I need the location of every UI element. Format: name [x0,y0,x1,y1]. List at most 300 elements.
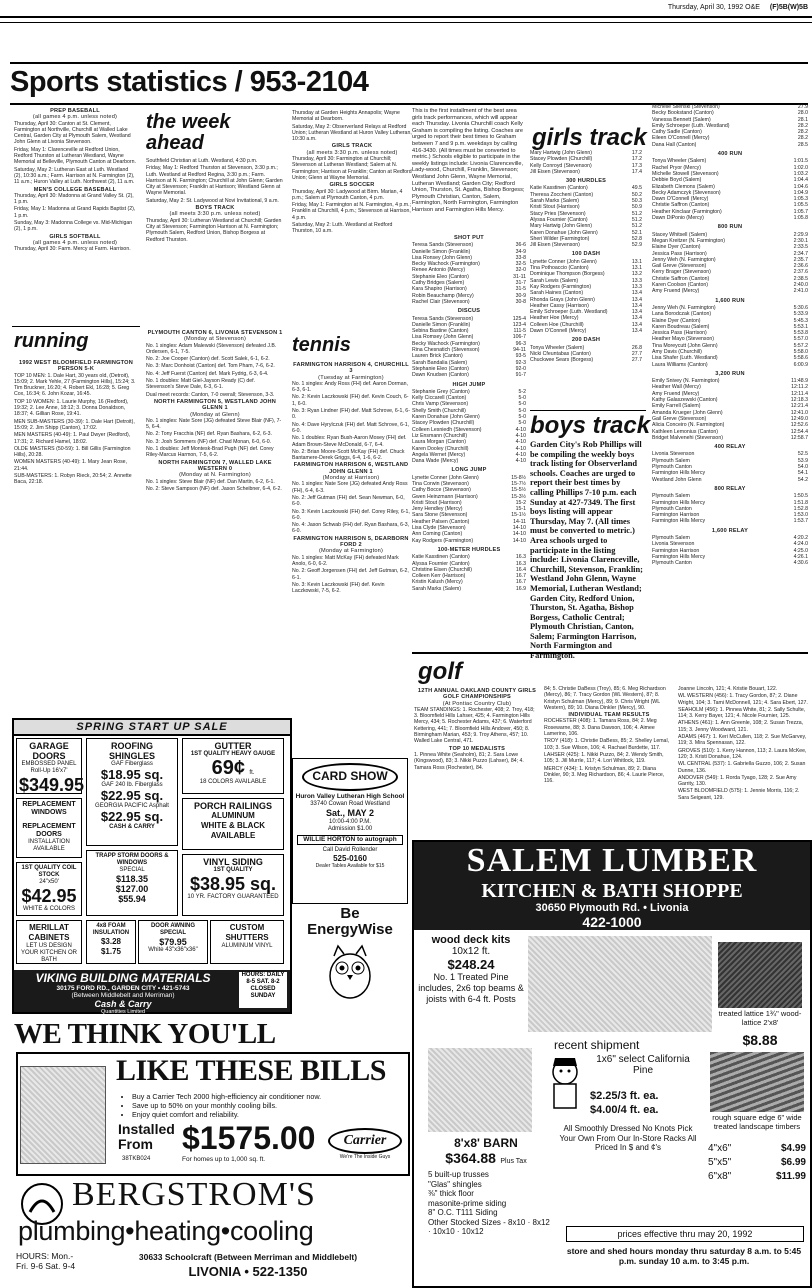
boys-track-sub: (all meets 3:30 p.m. unless noted) [169,211,261,218]
golf-line: WEST BLOOMFIELD (575): 1. Jennie Morris, 116; 2. Sara Seigeant, 129. [678,788,800,801]
result-mark: 16.7 [515,573,526,580]
result-mark: 5-0 [518,414,526,421]
garage-title: GARAGE DOORS [29,741,69,761]
result-mark: 5:53.8 [793,330,808,337]
barn-image [428,1048,532,1132]
result-mark: 30-8 [515,298,526,305]
tennis-sub: (Monday at Stevenson) [183,336,247,343]
golf-sub: (At Pontiac Country Club) [442,700,512,707]
athlete-name: Stephanie Eleo (Canton) [412,365,469,372]
college-title: MEN'S COLLEGE BASEBALL [33,186,117,193]
barn-feature: ⅜" thick floor [428,1189,474,1198]
card-show-ad [292,758,408,904]
result-mark: 111-5 [513,328,526,335]
athlete-name: Plymouth Salem [652,493,690,500]
tennis-line: No. 4: Jeff Fuerst (Canton) def. Mark Fydrig, 6-3, 6-4. [146,370,269,377]
event-title: 1,600 RELAY [711,527,749,534]
tennis-head: PLYMOUTH CANTON 6, LIVONIA STEVENSON 1 [147,330,283,336]
top-rule [0,16,812,23]
result-mark: 14-10 [512,531,526,538]
golf-line: ROCHESTER (408): 1. Tamara Ross, 84; 2. Meg Rosewarne, 88; 3. Dana Dawson, 106; 4. Aimee Lamerino, 106. [544,718,657,738]
result-mark: 2:35.7 [793,256,808,263]
result-mark: 12:41.0 [790,409,808,416]
folio: (F)5B(W)5B [769,4,808,11]
windows-title: REPLACEMENT WINDOWS [22,801,76,816]
athlete-name: Colleen Hoe (Churchill) [530,321,584,328]
tennis-line: No. 2: Kevin Laczkowski (FH) def. Kevin Couch, 6-1, 6-0. [292,394,409,407]
athlete-name: Kay Rodgers (Farmington) [412,537,474,544]
doors-title: REPLACEMENT DOORS [22,823,76,838]
athlete-name: Christie Saffron (Canton) [652,275,710,282]
foam-p1: $3.28 [100,937,122,946]
tennis-head: FARMINGTON HARRISON 5, DEARBORN FORD 2 [293,535,409,549]
result-row [652,435,808,441]
result-mark: 1:05.5 [793,202,808,209]
barn-feature: masonite-prime siding [428,1198,507,1208]
result-mark: 1:02.0 [793,164,808,171]
golf-line: LAHSER (425): 1. Nikki Puzzo, 84; 2. Wendy Smith, 105; 3. Jill Murrle, 117; 4. Lori Whitlock, 119. [544,751,664,765]
athlete-name: Kristi Stout (Harrison) [412,499,462,506]
athlete-name: Emily Snivey (N. Farmington) [652,378,720,385]
tennis-sub: (Monday at N. Farmington) [179,472,251,479]
prep-sub: (all games 4 p.m. unless noted) [32,114,118,121]
result-mark: 15-1½ [511,512,526,519]
timbers-title: rough square edge 6" wide treated landscape timbers [712,1113,802,1131]
result-mark: 12:11.4 [791,390,808,397]
result-row [412,299,526,305]
athlete-name: Chuckwee Sears (Borgess) [530,357,594,364]
athlete-name: Christie Saffron (Canton) [652,202,710,209]
result-mark: 96-3 [515,340,526,347]
result-mark: 106-7 [512,334,526,341]
result-mark: 4:26.1 [793,553,808,560]
event-title: 1,600 RUN [715,297,745,304]
athlete-name: Plymouth Canton [652,505,692,512]
viking-name: VIKING BUILDING MATERIALS [35,971,211,985]
athlete-name: Becky Bookstand (Canton) [652,110,714,117]
running-line: WOMEN MASTERS (40-49): 1. Mary Jean Rose, 21:44. [14,459,128,472]
athlete-name: Mary Hartwig (John Glenn) [530,223,592,230]
result-mark: 4-10 [515,426,526,433]
result-mark: 2:34.7 [793,250,808,257]
athlete-name: Emily Schroeper (Luth. Westland) [530,309,608,316]
result-mark: 2:29.9 [793,231,808,238]
athlete-name: Lynette Conner (John Glenn) [412,474,479,481]
shutters-ad [210,920,284,964]
merillat-ad [16,920,82,964]
athlete-name: Tonya Wheeler (Salem) [530,344,585,351]
deck-price: $248.24 [447,957,495,972]
running-sub: 1992 WEST BLOOMFIELD FARMINGTON PERSON 5-K [19,360,133,373]
athlete-name: Lynette Conner (John Glenn) [530,258,597,265]
result-mark: 32-5 [515,261,526,268]
result-mark: 17.2 [631,150,642,156]
result-mark: 94-11 [513,347,526,354]
tennis-sub: (Monday at Harrison) [322,475,380,482]
storm-sub: SPECIAL [119,867,145,873]
result-mark: 1:05.7 [793,208,808,215]
athlete-name: Amanda Krueger (John Glenn) [652,409,723,416]
athlete-name: Farmington Harrison [652,512,700,519]
foam-insulation-ad [86,920,136,964]
timber-row [708,1156,806,1170]
result-mark: 28.2 [797,135,808,142]
result-mark: 2:40.0 [793,282,808,289]
athlete-name: Becky Wachock (Farmington) [412,340,480,347]
golf-line: TEAM STANDINGS: 1. Rochester, 408; 2. Troy, 418; 3. Bloomfield Hills Lahser, 425; 4. Farmington Hills Mercy, 434; 5. Rochester Adams, 437; 6. Waterford Kettering, 441; 7. Bloomfield Hills Andover, 450; 8. Birmingham Marian, 453; 9. Troy Athens, 457; 10. Walled Lake Central, 471. [414,706,535,745]
result-mark: 92-0 [515,365,526,372]
result-row [412,586,526,592]
result-mark: 33-8 [515,254,526,261]
tennis-line: No. 3: Kevin Laczkowski (FH) def. Kevin Laczkowski, 7-5, 6-2. [292,581,385,595]
golf-rule [412,652,808,654]
result-mark: 15-5½ [511,487,526,494]
athlete-name: Sebina Bastine (Canton) [412,328,469,335]
result-mark: 4-10 [515,432,526,439]
result-mark: 27.9 [797,104,808,110]
athlete-name: Farmington Hills Mercy [652,553,706,560]
result-mark: 1:53.7 [793,518,808,525]
athlete-name: Tina Moreycutt (John Glenn) [652,342,718,349]
result-mark: 52.8 [631,235,642,242]
result-mark: 36-6 [515,242,526,249]
athlete-name: Jenny Weh (N. Farmington) [652,256,716,263]
athlete-name: Heather Kinclaar (Farmington) [652,208,722,215]
tennis-line: No. 2: Brian Moore-Scott McKay (FH) def. Chuck Bantamere-Derek Griggs, 6-4, 1-6, 6-2. [292,448,405,462]
athlete-name: Katie Kasstinen (Canton) [412,554,470,561]
running-head [500,4,808,16]
athlete-name: Dana Hall (Canton) [652,141,697,148]
result-mark: 34-9 [515,248,526,255]
result-mark: 5:58.0 [793,348,808,355]
athlete-name: Danielle Simon (Franklin) [412,321,471,328]
athlete-name: Dawn Knudsen (Canton) [412,372,469,379]
running-title: running [14,330,89,352]
athlete-name: Elaine Dyer (Canton) [652,244,701,251]
prep-baseball-section [14,108,136,338]
tennis-line: No. 3: Ryan Lindner (FH) def. Matt Schrove, 6-1, 6-0. [292,408,410,421]
athlete-name: Jessica Pass (Harrison) [652,250,707,257]
card-show-guest: WILLIE HORTON to autograph [297,835,403,845]
athlete-name: Kelly Ciccarell (Canton) [412,395,467,402]
result-mark: 49.5 [631,185,642,192]
bergstrom-homes: For homes up to 1,000 sq. ft. [182,1156,266,1163]
girls-track-sub: (all meets 3:30 p.m. unless noted) [306,149,398,156]
prep-line: Saturday, May 2: Lutheran East at Luth. Westland (2), 10:30 a.m.; Farm. Harrison at N. Farmington (2), 11 a.m.; Huron Valley at Luth. Northwest (2), 11 a.m. [14,166,135,186]
athlete-name: Dawn O'Connell (Mercy) [652,196,709,203]
result-mark: 5:33.9 [793,311,808,318]
result-mark: 12:18.3 [790,397,808,404]
deck-size: 10x12 ft. [451,946,491,957]
athlete-name: Colleen Lesniedh (Stevenson) [412,426,482,433]
athlete-name: Sarah Haines (Canton) [530,290,584,297]
result-mark: 53.9 [797,457,808,464]
result-row [530,328,642,334]
girls-track-results-1 [412,232,526,672]
result-mark: 28.2 [797,122,808,129]
intro-text: This is the first installment of the best area girls track performances, which will appear each Thursday. Livonia Churchill coach Kelly Graham is compiling the listing. Coaches are urged to report their best times to Graham between 7 and 9 p.m. weekdays by calling 416-3430. (All times must be converted to metric.) Schools eligible to participate in the weekly listings include: Livonia Clarenceville, Lady-wood, Churchill, Franklin, Stevenson; Westland John Glenn, Wayne Memorial, Lutheran Westland; Garden City; Redford Union, Thurston, St. Agatha, Bishop Borgess; Plymouth Christian, Canton, Salem, Farmington, North Farmington, Farmington Harrison and Farmington Hills Mercy. [412,108,525,213]
athlete-name: Tina Pothoaccio (Canton) [530,265,589,272]
week-line: Thursday, April 30: Lutheran Westland at Churchill; Garden City at Stevenson; Farmington Harrison at N. Farmington; Plymouth Salem, Redford Union, Bishop Borgess at Redford Thurston. [146,217,282,243]
result-mark: 1:04.6 [793,183,808,190]
event-title: 400 RELAY [714,444,746,451]
athlete-name: Cathy Sadle (Canton) [652,129,702,136]
tennis-section [292,362,410,710]
golf-line: SEAHOLM (456): 1. Pinnea White, 81; 2. Sally Schulte, 114; 3. Kerry Bayer, 121; 4. Nicole Fournier, 125. [678,706,806,720]
athlete-name: Kelly Conroyd (Stevenson) [530,162,592,169]
athlete-name: Karen Dooley (Churchill) [412,445,469,452]
storm-p3: $55.94 [118,894,146,904]
store-hours: store and shed hours monday thru saturday 8 a.m. to 5:45 p.m. sunday 10 a.m. to 3:45 p.m. [566,1246,802,1266]
gutter-ad [182,738,284,794]
athlete-name: Laura Morgan (Canton) [412,439,466,446]
result-mark: 13.4 [631,321,642,328]
result-mark: 5:58.6 [793,355,808,362]
bergstrom-bullets [122,1092,321,1119]
gutter-unit: ft. [249,770,255,776]
tennis-line: No. 3: Marc Donhoist (Canton) def. Tom Pham, 7-6, 6-2. [146,363,275,370]
result-mark: 15-7½ [511,480,526,487]
col3-line: Thursday, April 30: Farmington at Churchill; Stevenson at Lutheran Westland; Salem at N. Farmington; Harrison at Franklin; Canton at Redford Union; Glenn at Wayne Memorial. [292,156,412,181]
gutter-title: GUTTER [214,741,252,751]
pine-price-1: $2.25/3 ft. ea. [590,1090,659,1102]
athlete-name: Megan Kreitzer (N. Farmington) [652,237,725,244]
tennis-title: tennis [292,334,351,356]
result-mark: 1:04.4 [793,177,808,184]
result-mark: 12:58.7 [790,434,808,441]
athlete-name: Lisa Clyde (Stevenson) [412,525,466,532]
athlete-name: Rachel Pryor (Mercy) [652,164,702,171]
vinyl-foot: 10 YR. FACTORY GUARANTEED [187,894,279,900]
result-mark: 5:57.2 [793,342,808,349]
porch-title: PORCH RAILINGS [193,801,272,811]
result-mark: 1:01.5 [793,158,808,165]
athlete-name: Amy Davis (Churchill) [652,348,702,355]
result-mark: 5-0 [518,401,526,408]
result-mark: 12:49.0 [790,415,808,422]
tennis-line: No. 1 doubles: Ryan Bush-Aaron Mosey (FH) def. Adam Brown-Steve McDonald, 6-7, 6-4. [292,435,407,448]
card-show-date: Sat., MAY 2 [325,807,375,818]
athlete-name: Alyssa Fournier (Canton) [530,216,588,223]
bergstrom-address: 30633 Schoolcraft (Between Merriman and Middlebelt) [138,1252,358,1262]
merillat-foot: LET US DESIGN YOUR KITCHEN OR BATH [20,943,77,963]
athlete-name: Emily Farrell (Salem) [652,403,701,410]
roofing-l2: GAF 240 lb. Fiberglass [101,782,163,788]
result-mark: 4:20.2 [793,535,808,541]
result-row [652,215,808,221]
result-mark: 50.9 [631,204,642,211]
pine-price-2: $4.00/4 ft. ea. [590,1104,659,1116]
result-mark: 5:30.6 [793,304,808,311]
result-mark: 15-3½ [511,493,526,500]
bergstrom-bullet: • Enjoy quiet comfort and reliability. [132,1110,321,1119]
event-title: 100-METER HURDLES [437,546,501,553]
athlete-name: Sheri Wilder (Farmington) [530,235,590,242]
athlete-name: Gail Greve (Stevenson) [652,263,707,270]
card-show-time: 10:00-4:00 P.M. [329,818,371,825]
athlete-name: Alyssa Fournier (Canton) [412,560,470,567]
event-title: 400 RUN [717,151,743,158]
timber-row [708,1142,806,1156]
result-mark: 2:37.6 [793,269,808,276]
energywise-title: Be EnergyWise [307,905,393,938]
storm-p1: $118.35 [115,874,149,884]
result-mark: 52.1 [631,229,642,236]
col3-line: Saturday, May 2: Observerland Relays at Redford Union; Lutheran Westland at Huron Valley Lutheran, 10:30 a.m. [292,123,412,143]
result-mark: 2:30.1 [793,237,808,244]
pine-note: All Smoothly Dressed No Knots Pick Your Own From Our In-Store Racks All Priced In $ and ¢'s [559,1124,697,1152]
athlete-name: Dawn DiPonio (Mercy) [652,215,704,222]
athlete-name: Jill Eisen (Stevenson) [530,168,580,175]
prices-effective: prices effective thru may 20, 1992 [566,1226,804,1242]
event-title: 800 RUN [717,224,743,231]
timber-size: 6"x8" [708,1171,732,1182]
prep-line: Friday, May 1: Clarenceville at Redford Union, Redford Thurston at Lutheran Westland, Wayne Memorial at Belleville, Plymouth Canton at Dearborn. [14,146,136,166]
athlete-name: Mary Hartwig (John Glenn) [530,150,592,156]
golf-col2 [544,686,674,836]
event-title: LONG JUMP [451,467,487,474]
tennis-line: No. 1 singles: Steve Blair (NF) def. Dan Martin, 6-2, 6-1. [146,478,275,485]
tennis-line: No. 2: Jeff Gutman (FH) def. Sean Newman, 6-0, 6-0. [292,494,405,508]
result-mark: 92-3 [515,359,526,366]
athlete-name: Emily Schroeper (Luth. Westland) [652,122,730,129]
event-title: 100 DASH [571,251,601,258]
running-rule [12,326,140,327]
athlete-name: Shelly Smith (Churchill) [412,407,466,414]
event-title: 3,200 RUN [715,370,745,377]
week-ahead-header [146,112,286,154]
carrier-logo: Carrier [328,1128,402,1154]
cartoon-carpenter-icon [542,1054,588,1116]
tennis-line: No. 2: Geoff Jorgensen (FH) def. Jeff Gutman, 6-2, 6-1. [292,568,409,581]
result-mark: 28.5 [797,141,808,148]
gutter-sub: 1ST QUALITY HEAVY GAUGE [190,751,276,757]
athlete-name: Westland John Glenn [652,476,702,483]
result-mark: 15-1 [515,506,526,513]
prep-line: Thursday, April 30: Farm. Mercy at Farm. Harrison. [14,246,131,253]
athlete-name: Rhonda Grays (John Glenn) [530,296,595,303]
golf-line: MERCY (434): 1. Kristyn Schulman, 89; 2. Diana Dinkler, 90; 3. Meg Richardson, 86; 4. Laurie Pierce, 116. [544,765,665,785]
windows-ad [16,798,82,858]
col3-line: Saturday, May 2: Luth. Westland at Redford Thurston, 10 a.m. [292,222,393,235]
result-mark: 16.3 [515,560,526,567]
golf-line: 84; 5. Christie DaBess (Troy), 85; 6. Meg Richardson (Mercy), 86; 7. Tracy Gordon (WL Western), 87; 8. Kristyn Schulman (Mercy), 89; 9. Chris Wright (WL Western), 89; 10. Diana Dinkler (Mercy), 90. [544,686,666,711]
result-mark: 32-0 [515,267,526,274]
bergstrom-headline-1: WE THINK YOU'LL [14,1018,276,1050]
gutter-foot: 18 COLORS AVAILABLE [199,779,267,785]
athlete-name: Farmington Hills Mercy [652,499,706,506]
roofing-foot: CASH & CARRY [109,824,155,830]
carrier-tag: We're The Inside Guys [339,1154,391,1160]
tennis-line: No. 1 singles: Nate Sore (JG) defeated Andy Ross (FH), 6-4, 6-3. [292,481,408,494]
result-mark: 2:38.5 [793,275,808,282]
coil-price: $42.95 [21,886,77,906]
athlete-name: Kristi Stout (Harrison) [530,204,580,211]
result-mark: 1:53.0 [793,512,808,519]
result-mark: 125-4 [512,315,526,322]
athlete-name: Heather Wall (Mercy) [652,384,701,391]
storm-doors-ad [86,850,178,916]
running-section [14,360,138,700]
athlete-name: Robin Beauchamp (Mercy) [412,292,474,299]
golf-line: TROY (418): 1. Christie DaBess, 85; 2. Shelley Lemal, 103; 3. Sue Wilson, 106; 4. Rachael Burdette, 117. [544,738,670,751]
athlete-name: Jessica Pass (Harrison) [652,330,707,337]
result-mark: 51.2 [631,223,642,230]
golf-head: 12TH ANNUAL OAKLAND COUNTY GIRLS GOLF CHAMPIONSHIPS [417,688,537,701]
girls-track-results-2 [530,150,642,392]
barn-ad [418,1136,554,1237]
girls-track-head: GIRLS TRACK [331,143,373,150]
boys-track-text: Garden City's Rob Phillips will be compiling the weekly boys track listing for Observerland schools. Coaches are urged to report their best times by calling Phillips 7-10 p.m. each Sunday at 427-7349. The first boys listing will appear Thursday, May 7. (All times must be converted to metric.) Area schools urged to participate in the listing include: Livonia Clarenceville, Churchill, Stevenson, Franklin; Westland John Glenn, Wayne Memorial, Lutheran Westland; Garden City, Redford Union, Thurston, St. Agatha, Bishop Borgess, Catholic Central; Plymouth Christian, Canton, Salem; Farmington Harrison, North Farmington and Farmington. [530,440,643,661]
result-mark: 17.4 [631,168,642,175]
result-mark: 26.8 [631,344,642,351]
result-mark: 1:03.2 [793,170,808,177]
event-title: 300 HURDLES [565,178,607,185]
bergstrom-hours: HOURS: Mon.-Fri. 9-6 Sat. 9-4 [16,1251,76,1271]
card-show-phone: 525-0160 [333,853,367,863]
barn-price: $364.88 [445,1150,496,1166]
result-row [652,362,808,368]
athlete-name: Ann Coming (Canton) [412,531,463,538]
athlete-name: Gail Greve (Stevenson) [652,415,707,422]
result-mark: 17.3 [631,162,642,169]
timber-size: 5"x5" [708,1157,732,1168]
roofing-p1: $18.95 sq. [100,767,164,782]
result-mark: 1:05.3 [793,196,808,203]
tennis-head: FARMINGTON HARRISON 4, CHURCHILL 3 [293,362,409,375]
result-mark: 5-0 [518,420,526,427]
athlete-name: Tonya Wheeler (Salem) [652,158,707,165]
boys-track-title: boys track [530,412,651,439]
athlete-name: Lana Borodczak (Canton) [652,311,712,318]
athlete-name: Rina Chesnatich (Stevenson) [412,347,480,354]
result-mark: 12:52.6 [790,422,808,429]
salem-address: 30650 Plymouth Rd. • Livonia [535,902,689,914]
week-line: Saturday, May 2: St. Ladywood at Novi Invitational, 9 a.m. [146,197,279,204]
result-mark: 4:24.0 [793,541,808,548]
athlete-name: Eileen O'Connell (Mercy) [652,135,710,142]
storm-title: TRAPP STORM DOORS & WINDOWS [95,853,169,866]
running-head-date: Thursday, April 30, 1992 O&E [667,4,760,11]
recent-shipment: recent shipment [554,1038,640,1052]
golf-line: GROVES (510): 1. Kerry Hannon, 113; 2. Laura McKee, 120; 3. Kristi Donahue, 124. [678,747,807,760]
card-show-call: Call David Rollender [322,846,378,853]
athlete-name: Renee Antonio (Mercy) [412,267,466,274]
result-mark: 17.2 [631,156,642,163]
tennis-head: NORTH FARMINGTON 5, WESTLAND JOHN GLENN 1 [153,398,277,412]
athlete-name: Kathleen Lemonius (Canton) [652,428,719,435]
week-line: Friday, May 1: Redford Thurston at Stevenson, 3:30 p.m.; Luth. Westland at Redford Regina, 3:30 p.m.; Farm. Harrison at N. Farmington; Churchill at John Glenn; Garden City at Stevenson; Franklin at Harrison; Westland Glenn at Wayne Memorial. [146,165,283,197]
tennis-head: NORTH FARMINGTON 7, WALLED LAKE WESTERN 0 [158,459,272,472]
athlete-name: Amy Fruend (Mercy) [652,288,700,295]
result-mark: 1:50.5 [793,493,808,500]
result-row [530,169,642,175]
lattice-price: $8.88 [742,1032,778,1048]
golf-line: WL WESTERN (456): 1. Tracy Gordon, 87; 2. Diane Wright, 104; 3. Tami McDonnell, 121; 4. Sara Ebert, 127. [678,693,808,706]
result-mark: 13.4 [631,302,642,309]
bergstrom-bullet: • Buy a Carrier Tech 2000 high-efficiency air conditioner now. [132,1092,321,1101]
athlete-name: Elaine Dyer (Canton) [652,317,701,324]
deck-desc: No. 1 Treated Pine includes, 2x6 top beams & joists with 6-4 ft. Posts [418,972,524,1004]
viking-tag: Cash & Carry [94,999,152,1009]
result-mark: 5-2 [518,388,526,395]
result-mark: 54.0 [797,464,808,471]
tennis-line: No. 2: Joe Cooper (Canton) def. Scott Salek, 6-1, 6-2. [146,356,270,363]
week-ahead-title: the week ahead [146,111,231,154]
deck-title: wood deck kits [431,934,511,946]
roofing-ad [86,738,178,846]
golf-title: golf [418,658,462,685]
